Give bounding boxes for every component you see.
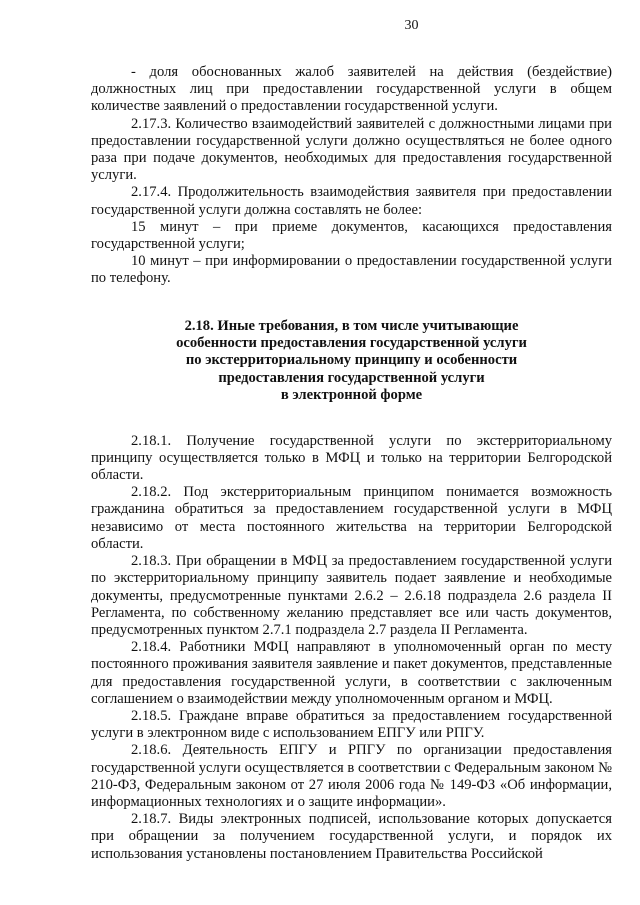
paragraph-2-18-2: 2.18.2. Под экстерриториальным принципом понимается возможность гражданина обратиться за предоставлением государственной услуги в МФЦ независимо от места постоянного жительства на территории Белгородской области. — [91, 484, 612, 552]
heading-line: по экстерриториальному принципу и особенности — [185, 352, 518, 369]
paragraph-2-18-5: 2.18.5. Граждане вправе обратиться за предоставлением государственной услуги в электронном виде с использованием ЕПГУ или РПГУ. — [91, 707, 612, 742]
paragraph-2-18-1: 2.18.1. Получение государственной услуги по экстерриториальному принципу осуществляется только в МФЦ и только на территории Белгородской области. — [91, 432, 612, 484]
paragraph-15-minutes: 15 минут – при приеме документов, касающихся предоставления государственной услуги; — [91, 218, 612, 253]
paragraph-2-18-4: 2.18.4. Работники МФЦ направляют в уполномоченный орган по месту постоянного проживания заявителя заявление и пакет документов, представленные для предоставления государственной услуги, в соответствии с заключенным соглашением о взаимодействии между уполномоченным органом и МФЦ. — [91, 639, 612, 707]
document-body — [91, 64, 612, 863]
page-number: 30 — [404, 18, 419, 33]
paragraph-2-17-4: 2.17.4. Продолжительность взаимодействия заявителя при предоставлении государственной услуги должна составлять не более: — [91, 184, 612, 218]
paragraph-2-17-3: 2.17.3. Количество взаимодействий заявителей с должностными лицами при предоставлении государственной услуги должно осуществляться не более одного раза при подаче документов, необходимых для предоставления государственной услуги. — [91, 115, 612, 184]
heading-line: особенности предоставления государственной услуги — [176, 335, 527, 352]
section-heading-2-18 — [91, 318, 612, 405]
paragraph-2-18-6: 2.18.6. Деятельность ЕПГУ и РПГУ по организации предоставления государственной услуги осуществляется в соответствии с Федеральным законом № 210-ФЗ, Федеральным законом от 27 июля 2006 года № 149-ФЗ «Об информации, информационных технологиях и о защите информации». — [91, 742, 612, 810]
heading-line: предоставления государственной услуги — [218, 369, 485, 386]
heading-line: 2.18. Иные требования, в том числе учитывающие — [184, 317, 519, 334]
paragraph-10-minutes: 10 минут – при информировании о предоставлении государственной услуги по телефону. — [91, 253, 612, 287]
paragraph-complaints-share: - доля обоснованных жалоб заявителей на действия (бездействие) должностных лиц при предоставлении государственной услуги в общем количестве заявлений о предоставлении государственной услуги. — [91, 64, 612, 115]
paragraph-2-18-3: 2.18.3. При обращении в МФЦ за предоставлением государственной услуги по экстерриториальному принципу заявитель подает заявление и необходимые документы, предусмотренные пунктами 2.6.2 – 2.6.18 подраздела 2.6 раздела II Регламента, по собственному желанию представляет все или часть документов, предусмотренных пунктом 2.7.1 подраздела 2.7 раздела II Регламента. — [91, 553, 612, 638]
paragraph-2-18-7: 2.18.7. Виды электронных подписей, использование которых допускается при обращении за получением государственной услуги, и порядок их использования установлены постановлением Правительства Российской — [91, 811, 612, 862]
heading-line: в электронной форме — [280, 387, 423, 404]
